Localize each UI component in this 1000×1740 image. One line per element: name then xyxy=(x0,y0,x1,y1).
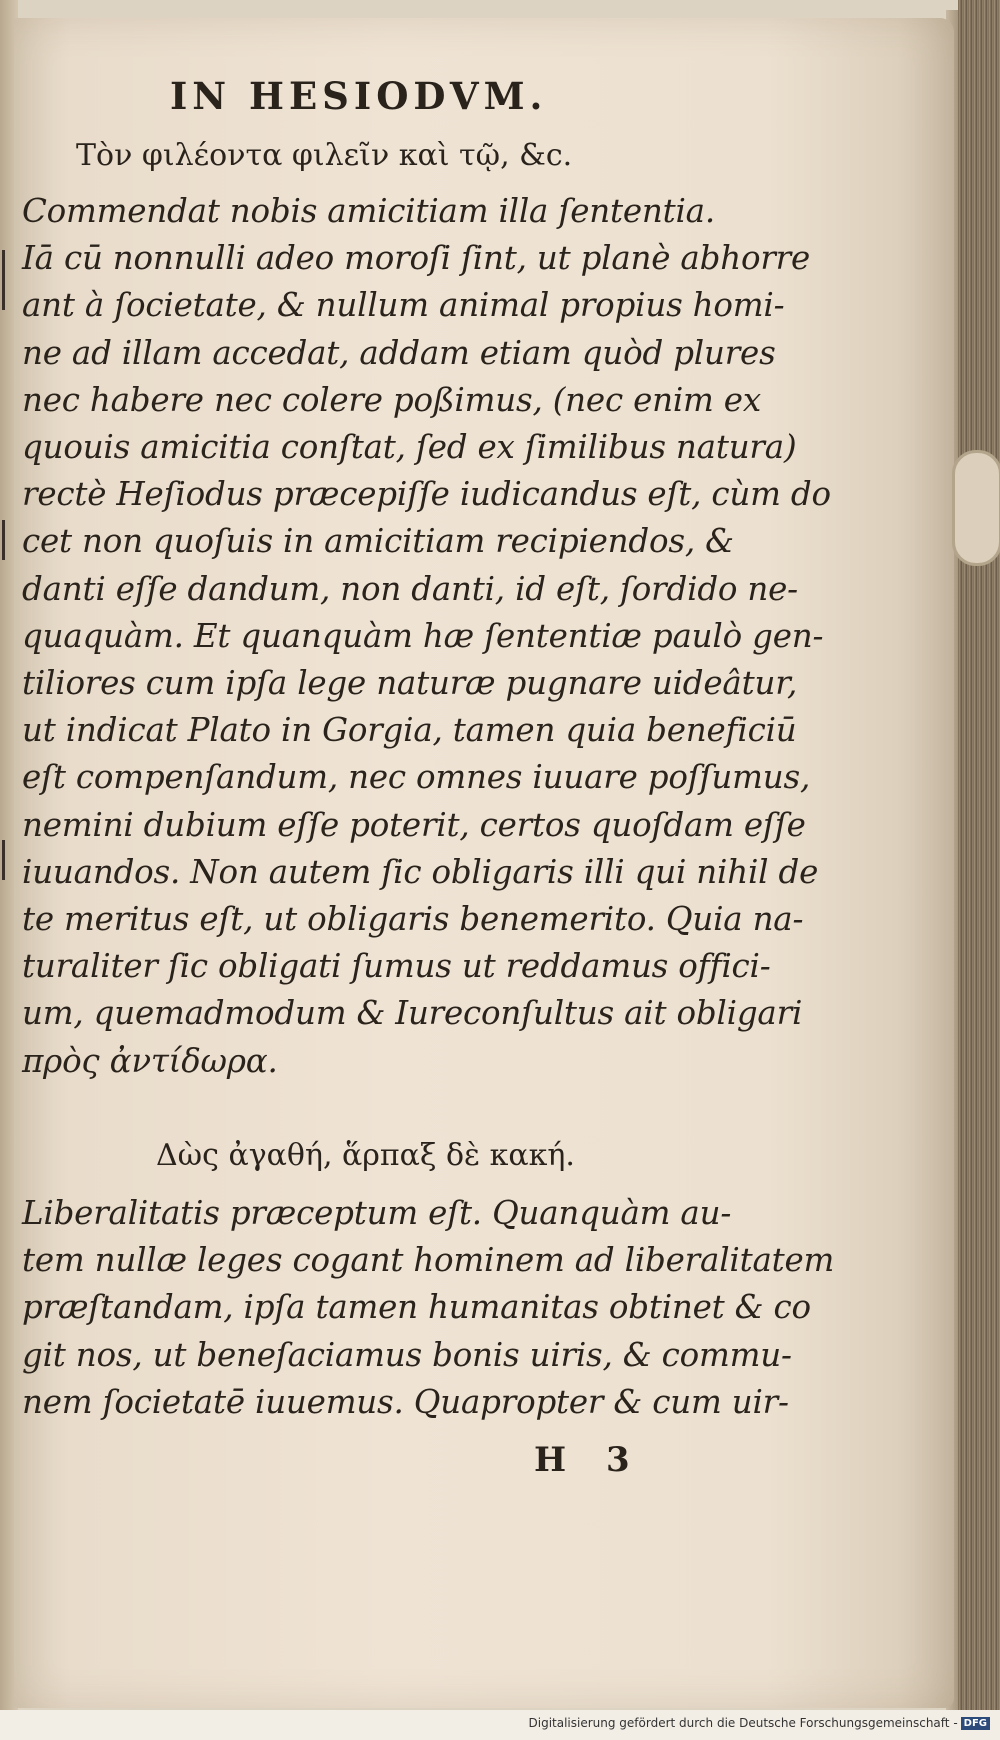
digitization-credit xyxy=(529,1716,991,1730)
text-line: præſtandam, ipſa tamen humanitas obtinet & co xyxy=(22,1288,811,1327)
text-line: cet non quoſuis in amicitiam recipiendos, & xyxy=(22,522,734,561)
text-line: te meritus eſt, ut obligaris benemerito. Quia na- xyxy=(22,900,804,938)
text-line: danti eſſe dandum, non danti, id eſt, ſordido ne- xyxy=(22,569,798,608)
text-line: rectè Heſiodus præcepiſſe iudicandus eſt, cùm do xyxy=(22,475,831,514)
text-line: tem nullæ leges cogant hominem ad liberalitatem xyxy=(22,1241,835,1280)
running-header: IN HESIODVM. xyxy=(170,74,548,118)
signature-number: 3 xyxy=(606,1440,630,1480)
book-fore-edge xyxy=(958,0,1000,1740)
text-line: nemini dubium eſſe poterit, certos quoſdam eſſe xyxy=(22,805,806,844)
text-line: nem ſocietatē iuuemus. Quapropter & cum uir- xyxy=(22,1382,789,1421)
book-clasp xyxy=(952,450,1000,566)
text-line: quaquàm. Et quanquàm hæ ſententiæ paulò gen- xyxy=(22,616,824,655)
text-line: nec habere nec colere poßimus, (nec enim ex xyxy=(22,380,761,419)
text-line: um, quemadmodum & Iureconſultus ait obligari xyxy=(22,994,803,1033)
text-line: Iā cū nonnulli adeo moroſi ſint, ut planè abhorre xyxy=(22,239,811,278)
margin-mark xyxy=(2,250,5,310)
text-line: πρὸς ἀντίδωρα. xyxy=(22,1041,278,1080)
margin-mark xyxy=(2,840,5,880)
dfg-logo: DFG xyxy=(961,1717,990,1730)
text-line: Commendat nobis amicitiam illa ſententia. xyxy=(22,192,715,230)
text-line: turaliter ſic obligati ſumus ut reddamus offici- xyxy=(22,947,771,986)
greek-lemma-2: Δὼς ἀγαθή, ἅρπαξ δὲ κακή. xyxy=(156,1138,575,1173)
credit-text: Digitalisierung gefördert durch die Deutsche Forschungsgemeinschaft - xyxy=(528,1716,958,1730)
text-line: Liberalitatis præceptum eſt. Quanquàm au- xyxy=(22,1194,732,1232)
greek-lemma-1: Τὸν φιλέοντα φιλεῖν καὶ τῷ, &c. xyxy=(76,138,573,173)
text-line: eſt compenſandum, nec omnes iuuare poſſumus, xyxy=(22,758,811,797)
text-line: ut indicat Plato in Gorgia, tamen quia beneficiū xyxy=(22,711,797,750)
margin-mark xyxy=(2,520,5,560)
text-line: tiliores cum ipſa lege naturæ pugnare uideâtur, xyxy=(22,664,798,702)
text-line: quouis amicitia conſtat, ſed ex ſimilibus natura) xyxy=(22,428,797,466)
signature-letter: H xyxy=(534,1440,567,1480)
text-line: ne ad illam accedat, addam etiam quòd plures xyxy=(22,333,776,372)
text-line: git nos, ut beneſaciamus bonis uiris, & commu- xyxy=(22,1335,792,1374)
text-line: iuuandos. Non autem ſic obligaris illi qui nihil de xyxy=(22,852,819,891)
text-line: ant à ſocietate, & nullum animal propius homi- xyxy=(22,286,785,325)
